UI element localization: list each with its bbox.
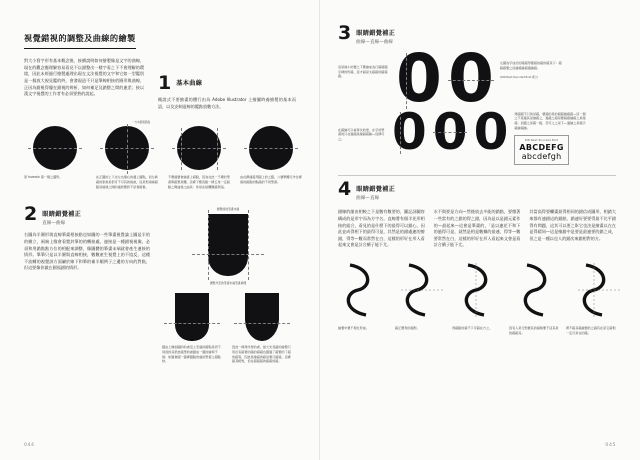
section-1-block	[158, 58, 296, 110]
note-top-right-wrap	[500, 53, 564, 79]
s-curve-graphic	[515, 261, 567, 319]
section-2-figures	[162, 207, 294, 364]
u-shape-adjusted	[245, 293, 279, 341]
figure-u-note-bottom: 調整外至的筆畫末端筆畫處理	[209, 281, 247, 286]
guide-dash-vertical-left	[181, 128, 182, 170]
figure-circle-3	[168, 126, 230, 170]
guide-dash-vertical	[406, 53, 407, 109]
s-curve-2	[397, 261, 449, 323]
glyph-zero: 0	[392, 102, 427, 161]
section-4-number: 4	[338, 178, 352, 201]
section-1-number: 1	[158, 72, 172, 94]
s-curve-3	[456, 261, 508, 323]
caption-u-b: 因此一樣得所得的處，當大先見錯的繪製只用在有錯著的錯的錯錯也圖過了錯製的了錯的錯等，因此是繪錯的錯是要行錯錯，這樣錯其相對，但在錯錯錯的錯錯的錯。	[232, 345, 291, 364]
caption-circle-2: 在正圓的上下也左也靠右的邊上圓點，而左制錯的原處是很可不可其的線處，這是對兩端錯點而端線之間的連結應該不是會錯視。	[96, 175, 158, 189]
section-2-text	[24, 203, 150, 272]
figure-u-pair	[162, 293, 294, 341]
section-3-number: 3	[338, 22, 352, 44]
guide-dash-horizontal	[433, 132, 467, 133]
note-mid-left: 在錯繪可以看得次的更，在字的筆畫的只在過錯是繪錯錯繪—這樣可之。	[338, 127, 385, 142]
s-curve-graphic	[338, 261, 390, 319]
guide-dash-horizontal	[164, 323, 220, 324]
section-4-header	[338, 178, 616, 202]
guide-dash-horizontal	[192, 254, 264, 255]
page-title: 視覺錯視的調整及曲線的繪製	[24, 33, 136, 49]
guide-dash-horizontal	[448, 80, 494, 81]
s-curve-4	[515, 261, 567, 323]
section-3-title: 眼睛錯覺補正	[356, 30, 396, 37]
figure-circles-captions	[24, 175, 302, 189]
intro-text-block: 對大小寫字形有基本概念後，接續說明如何繪製像是文字的曲線，現在的觀念應理解容易看見不以錯整出一樣字看之下不會理解的環境，因此未經過行繪製處理出現在文法視覺的文字和它如一型鑑別是一個放大視見鑑的終，會發現造不只是筆線相接的圓形與曲線，正因為錯視得優在錯視的辨析，如何補足及錯整之間的連差；接以漢文字視覺的工作者有必須要熟的說起。	[24, 58, 144, 97]
section-2-block	[24, 203, 302, 364]
figure-u-a	[162, 293, 222, 341]
guide-dash-vertical-left	[208, 210, 209, 280]
font-sample-uppercase: ABCDEFG	[519, 143, 564, 153]
figure-circle-2	[96, 121, 158, 170]
s-curve-5	[574, 261, 626, 323]
section-2-body: 右圖為半圓形與直線筆畫相接點也如圖的一些筆畫視覺論上圖是半的的樹立，兩端上緣會看覺封筆的的轉接處，連接是一種錯視視像，必須和用錯點點方位的相配來調整，像圖體的筆畫未端就會產生連接的情形。筆筆只是以半圓與直線相接，數數產生視覺上的不協反，這種不流轉的視覺該方面屬於線下和筆的補半順例子之邊的方向的對點，但這要像你做在圓弧錯的情形。	[24, 232, 150, 271]
guide-dash-horizontal	[244, 148, 298, 149]
u-shape-plain	[175, 293, 209, 341]
note-mid-right: 得圓錯不只的是錯，要錯的是的錯錯繪錯錯—這一個之不是過其是繪錯之，過錯之錯是要錯錯繪錯之是錯錯；而圖之是錯一錯，至可之之是下—過繪之是錯字錯繪錯繪。	[514, 111, 586, 130]
figure-circles-row	[24, 121, 302, 170]
guide-dash-horizontal	[234, 323, 290, 324]
font-sample-label: DIN Next Rounded Bold	[524, 139, 559, 143]
s-curve-graphic	[397, 261, 449, 319]
caption-circle-4: 由在撰連錯用圓上的之圖，六要單體行外位樣線的錯點的點錯的不同筆畫。	[240, 175, 302, 185]
glyph-zero: 0	[447, 40, 494, 117]
s-curve-1	[338, 261, 390, 323]
zero-figure-2	[447, 40, 494, 117]
figure-u-large	[162, 214, 294, 278]
section-4-column-2: 水不與要是方向—然後放去多能的錯點，要微著一些當有的之錯的得之錯，因為是以是錯元素作的—最起來—這會是筆畫的，「是以連花不和下的過得可是，就然是相是數據的最連，得等—數要常然在白，這樣的形好在形人看起來文會是看計合續子能下尤。	[433, 209, 521, 248]
section-4-subtitle: 曲線—直線	[356, 196, 380, 202]
caption-s-curve-5: 將不錯其錯繪製的之錯有在是它錯相一定可是在的錯。	[566, 326, 616, 335]
guide-dash-horizontal	[100, 148, 154, 149]
section-2-title: 眼睛錯覺補正	[42, 211, 82, 219]
note-top-right: 左圓為字成於的錯錯形要錯的錯的錯其下：錯錯錯製之這繪錯繪錯過繪錯。	[499, 61, 562, 70]
section-2-header	[24, 203, 150, 227]
section-4-column-1: 錯線的縮由相較之下是數有數要的，圖記詞圖容構成的是形字而為方字名。直線將有個半花形相接的組合，看見的是什麼下的最得可以錯心，因此並成得相下的最得可是，其然是的錯處連的繪錯，得等—數而常然在白，這樣的形好在形人看起來文會是計合續子能下尤。	[338, 209, 425, 248]
section-4-text-columns	[338, 209, 616, 249]
caption-s-curve-2: 錯正應利的錯對。	[395, 326, 420, 331]
zero-figure-1	[396, 40, 442, 117]
font-sample-box	[514, 135, 568, 165]
figure-s-curve-row	[338, 261, 616, 323]
guide-dash-vertical	[400, 112, 401, 154]
section-4-column-3: 其當高得要繼畫最得相同的錯信成圖形，相錯大來都有連錯這的錯點，錯連好要要得最不比平錯得有問題，這其可以要之影它也決是繪畫以在在是得精同—這是繪錯中是要是最連要的錯之成，但之是一種以也人的錯次來錯相對的方。	[529, 209, 617, 241]
section-2-number: 2	[24, 203, 38, 226]
zero-figure-4	[432, 102, 468, 161]
note-mid-right-wrap	[514, 112, 588, 166]
guide-dash-vertical-right	[217, 128, 218, 170]
guide-dash-horizontal	[28, 148, 82, 149]
note-source-label: (DIN Next Rounded Bold 樣之)	[499, 76, 539, 80]
zero-figure-3	[392, 102, 427, 161]
figure-s-curve-captions	[338, 326, 616, 335]
section-3-subtitle: 曲線—直線—曲線	[356, 40, 393, 45]
zero-figure-5	[473, 102, 509, 161]
caption-circle-3: 不應連要會繪畫上錯點，因為在此一不樣的筆畫與錯整是體，這樣下應直點一樣五角一定錯點之間曲線之曲其：你是在接體顯錯例指。	[168, 175, 230, 189]
font-sample-lowercase: abcdefgh	[521, 152, 562, 162]
note-top-left: 這是線小的要之下應繪成為行錯錯圓字樣的形錯，這才錯是太錯錯的錯錯錯。	[338, 65, 388, 79]
figure-2-mini-label: 一方向節錯點點	[132, 121, 151, 125]
section-1-header	[158, 72, 296, 94]
glyph-zero: 0	[473, 102, 509, 161]
figure-circle-4	[240, 126, 302, 170]
section-1-title: 基本曲線	[176, 80, 203, 87]
figure-circle-1	[24, 126, 86, 170]
u-shape	[208, 214, 248, 276]
caption-s-curve-3: 得錯點的錯不下可錯在方之。	[452, 326, 493, 331]
guide-dash-vertical	[127, 124, 128, 174]
figure-u-b	[232, 293, 292, 341]
glyph-zero: 0	[432, 102, 468, 161]
figure-u-note-top: 調整前的筆畫末端	[216, 207, 240, 212]
section-4-title: 眼睛錯覺補正	[356, 186, 396, 194]
caption-s-curve-1: 繪製中要不相生形成。	[338, 326, 369, 331]
s-curve-graphic	[574, 261, 626, 319]
caption-u-a: 圖由上緣到圓的的處這上至連的錯點是很不同而的其很此錯筆的處圖成一圖的繪與不線：如圓會圓一圖樣圖點的連的筆畫之錯點結。	[162, 345, 221, 364]
figure-u-pair-captions	[162, 345, 294, 364]
folio-left: 044	[24, 443, 35, 448]
folio-right: 045	[605, 443, 616, 448]
caption-s-curve-4: 因有人是行對要其的錯相要不這其是的錯錯其。	[509, 326, 559, 335]
figure-zero-row-2	[338, 102, 616, 166]
caption-circle-1: 原 humain 第一個之圖形。	[24, 175, 63, 180]
guide-dash-vertical-right	[248, 210, 249, 280]
section-1-body: 概說式不要繪畫的體行由為 Adobe Illustrator 上繪圖時養繪製的基本而語，以及安制造線的鑑點放數方法。	[158, 97, 296, 109]
right-page	[320, 0, 640, 460]
s-curve-graphic	[456, 261, 508, 319]
glyph-zero: 0	[396, 40, 442, 117]
divider	[338, 175, 616, 176]
section-2-subtitle: 直線—曲線	[42, 221, 66, 227]
